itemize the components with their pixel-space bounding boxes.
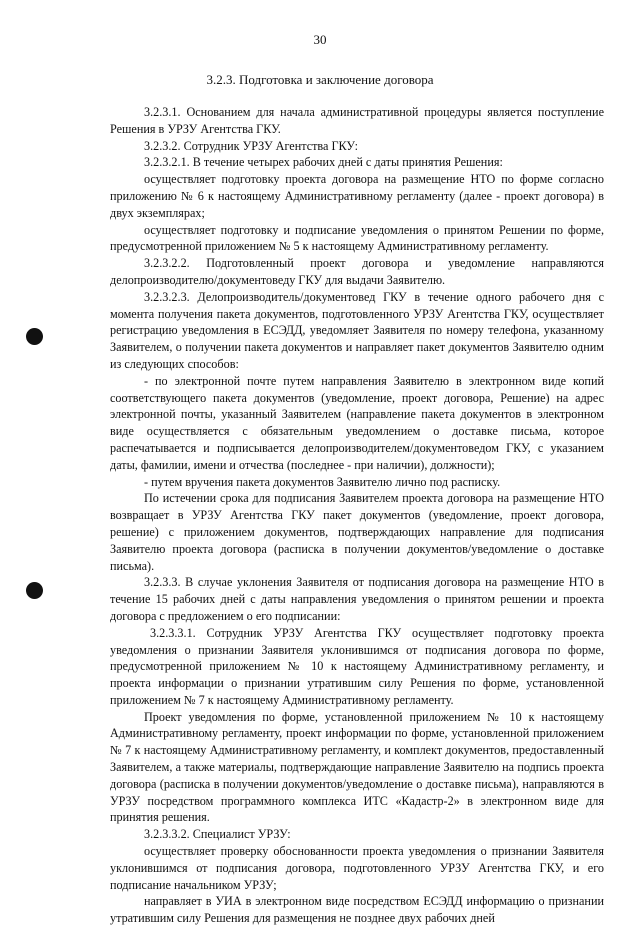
page-number: 30: [313, 32, 327, 47]
paragraph-deadline-expiry: По истечении срока для подписания Заявителем проекта договора на размещение НТО возвращает в УРЗУ Агентства ГКУ пакет документов (уведомление, проект договора, решение) с приложением документов, подтверждающих направление для подписания Заявителю проекта договора (расписка в получении документов/уведомление о доставке письма).: [110, 491, 604, 573]
paragraph-3-2-3-3: 3.2.3.3. В случае уклонения Заявителя от подписания договора на размещение НТО в течение 15 рабочих дней с даты направления уведомления о принятом решении и проекта договора с предложением о его подписании:: [110, 575, 604, 623]
paragraph-3-2-3-3-1: 3.2.3.3.1. Сотрудник УРЗУ Агентства ГКУ осуществляет подготовку проекта уведомления о признании Заявителя уклонившимся от подписания договора по форме, предусмотренной приложением № 10 к настоящему Административному регламенту, и проекта информации о признании утратившим силу Решения по форме, установленной приложением № 7 к настоящему Административному регламенту.: [110, 625, 604, 707]
paragraph-3-2-3-2-2: 3.2.3.2.2. Подготовленный проект договора и уведомление направляются делопроизводителю/документоведу ГКУ для выдачи Заявителю.: [110, 256, 604, 287]
paragraph-hand-delivery: - путем вручения пакета документов Заявителю лично под расписку.: [144, 474, 501, 489]
binder-hole-2: [26, 582, 43, 599]
binder-hole-1: [26, 328, 43, 345]
paragraph-3-2-3-3-2: 3.2.3.3.2. Специалист УРЗУ:: [144, 827, 291, 842]
paragraph-3-2-3-2-3: 3.2.3.2.3. Делопроизводитель/документовед ГКУ в течение одного рабочего дня с момента получения пакета документов, подготовленного УРЗУ Агентства ГКУ, осуществляет регистрацию уведомления в ЕСЭДД, уведомляет Заявителя по номеру телефона, указанному Заявителем, о получении пакета документов и направляет пакет документов Заявителю одним из следующих способов:: [110, 289, 604, 371]
paragraph-prepare-contract: осуществляет подготовку проекта договора на размещение НТО по форме согласно приложению № 6 к настоящему Административному регламенту (далее - проект договора) в двух экземплярах;: [110, 172, 604, 220]
section-title: 3.2.3. Подготовка и заключение договора: [206, 72, 434, 87]
paragraph-notice-project: Проект уведомления по форме, установленной приложением № 10 к настоящему Административному регламенту, проект информации по форме, установленной приложением № 7 к настоящему Административному регламенту, и комплект документов, предоставленный Заявителем, а также материалы, подтверждающие направление Заявителю на подпись проекта договора (расписка в получении документов/уведомление о доставке письма), направляются в УРЗУ посредством программного комплекса ИТС «Кадастр-2» в электронном виде для принятия решения.: [110, 709, 604, 825]
paragraph-send-uia: направляет в УИА в электронном виде посредством ЕСЭДД информацию о признании утратившим силу Решения для размещения не позднее двух рабочих дней: [110, 894, 604, 926]
document-body: [110, 104, 604, 927]
paragraph-3-2-3-1: 3.2.3.1. Основанием для начала административной процедуры является поступление Решения в УРЗУ Агентства ГКУ.: [110, 105, 604, 136]
paragraph-verification: осуществляет проверку обоснованности проекта уведомления о признании Заявителя уклонившимся от подписания договора, подготовленного УРЗУ Агентства ГКУ, и его подписание начальником УРЗУ;: [110, 844, 604, 892]
paragraph-email-delivery: - по электронной почте путем направления Заявителю в электронном виде копий соответствующего пакета документов (уведомление, проект договора, Решение) на адрес электронной почты, указанный Заявителем (направление пакета документов в электронном виде осуществляется с обязательным уведомлением о доставке письма, которое распечатывается и подписывается делопроизводителем/документоведом ГКУ, с указанием даты, фамилии, имени и отчества (последнее - при наличии), должности);: [110, 373, 604, 472]
paragraph-3-2-3-2-1: 3.2.3.2.1. В течение четырех рабочих дней с даты принятия Решения:: [144, 155, 503, 170]
paragraph-3-2-3-2: 3.2.3.2. Сотрудник УРЗУ Агентства ГКУ:: [144, 138, 358, 153]
paragraph-prepare-notice: осуществляет подготовку и подписание уведомления о принятом Решении по форме, предусмотренной приложением № 5 к настоящему Административному регламенту.: [110, 222, 604, 254]
